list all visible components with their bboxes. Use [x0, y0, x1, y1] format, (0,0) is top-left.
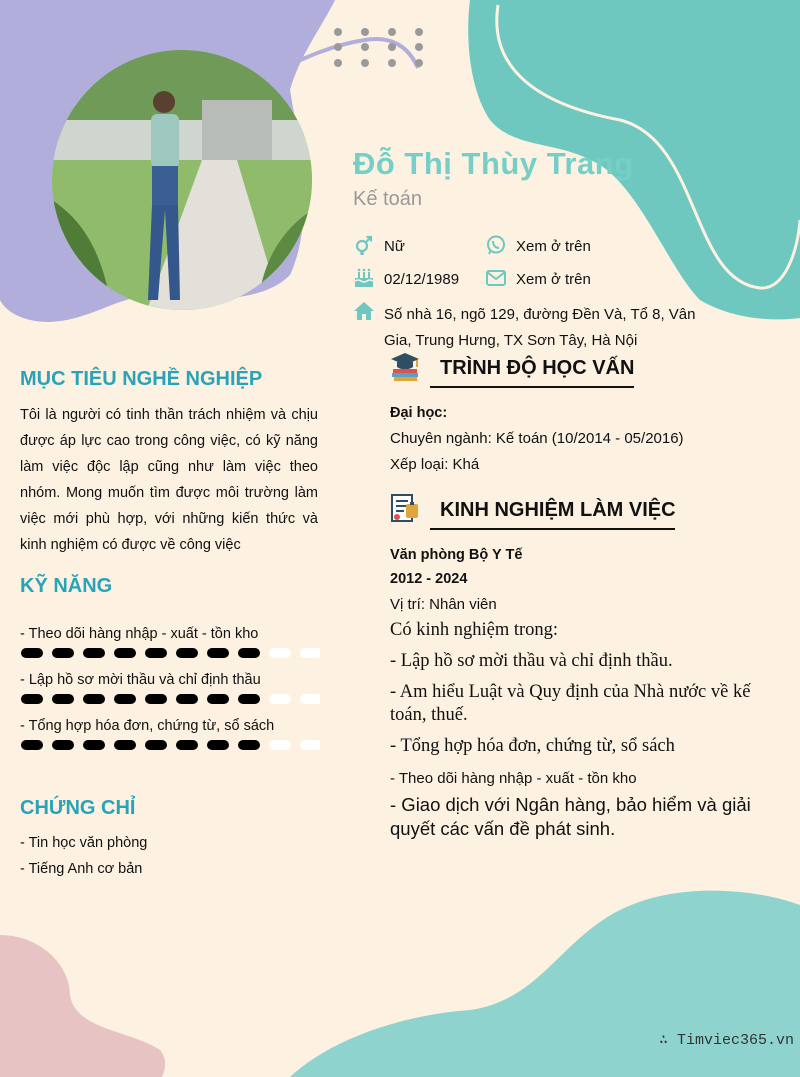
profile-photo [52, 50, 312, 310]
gender-icon [353, 234, 375, 256]
phone-icon [485, 234, 507, 256]
skill-segment-filled [238, 740, 260, 750]
gender-value: Nữ [384, 238, 405, 255]
experience-icon [389, 491, 421, 523]
education-major: Chuyên ngành: Kế toán (10/2014 - 05/2016) [390, 430, 684, 447]
experience-heading: KINH NGHIỆM LÀM VIỆC [440, 499, 676, 521]
experience-extra-item: - Giao dịch với Ngân hàng, bảo hiểm và giải quyết các vấn đề phát sinh. [390, 794, 751, 839]
home-icon [353, 300, 375, 322]
address-value: Số nhà 16, ngõ 129, đường Đền Và, Tổ 8, Vân Gia, Trung Hưng, TX Sơn Tây, Hà Nội [384, 306, 696, 349]
skill-segment-filled [21, 648, 43, 658]
skill-segment-empty [300, 740, 320, 750]
skill-segment-filled [238, 694, 260, 704]
skill-segment-filled [83, 694, 105, 704]
job-title: Kế toán [353, 188, 422, 210]
education-level: Đại học: [390, 405, 448, 421]
email-icon [485, 267, 507, 289]
education-grade: Xếp loại: Khá [390, 456, 480, 473]
skills-heading: KỸ NĂNG [20, 575, 113, 597]
skill-label: - Lập hồ sơ mời thầu và chỉ định thầu [20, 672, 261, 688]
skill-segment-empty [300, 648, 320, 658]
education-heading: TRÌNH ĐỘ HỌC VẤN [440, 357, 635, 379]
skill-segment-filled [52, 694, 74, 704]
skill-segment-filled [176, 694, 198, 704]
skill-level-bar [20, 693, 320, 705]
skill-segment-filled [83, 740, 105, 750]
skill-segment-filled [21, 740, 43, 750]
skill-segment-filled [83, 648, 105, 658]
skill-segment-filled [207, 694, 229, 704]
experience-period: 2012 - 2024 [390, 571, 468, 587]
skill-segment-empty [269, 648, 291, 658]
skill-segment-filled [176, 740, 198, 750]
experience-position: Vị trí: Nhân viên [390, 596, 497, 613]
skill-label: - Theo dõi hàng nhập - xuất - tồn kho [20, 626, 259, 642]
objective-heading: MỤC TIÊU NGHỀ NGHIỆP [20, 368, 263, 390]
skill-segment-filled [114, 694, 136, 704]
skill-segment-filled [207, 648, 229, 658]
experience-company: Văn phòng Bộ Y Tế [390, 547, 523, 563]
skill-segment-filled [114, 740, 136, 750]
phone-value: Xem ở trên [516, 238, 591, 255]
skill-segment-empty [269, 694, 291, 704]
skill-level-bar [20, 739, 320, 751]
skill-segment-filled [176, 648, 198, 658]
birthday-value: 02/12/1989 [384, 271, 460, 288]
skill-segment-filled [52, 648, 74, 658]
skill-segment-filled [114, 648, 136, 658]
experience-heading-underline [430, 528, 675, 530]
pink-blob [0, 935, 165, 1077]
dot-grid [334, 28, 423, 67]
experience-item: - Am hiểu Luật và Quy định của Nhà nước về kế toán, thuế. [390, 682, 751, 725]
skill-segment-empty [300, 694, 320, 704]
experience-item: - Tổng hợp hóa đơn, chứng từ, sổ sách [390, 736, 675, 756]
skill-segment-empty [269, 740, 291, 750]
skill-segment-filled [21, 694, 43, 704]
certificate-item: - Tiếng Anh cơ bản [20, 861, 143, 877]
skill-segment-filled [145, 740, 167, 750]
skill-segment-filled [52, 740, 74, 750]
skill-segment-filled [238, 648, 260, 658]
skill-segment-filled [145, 694, 167, 704]
birthday-cake-icon [353, 267, 375, 289]
skill-segment-filled [207, 740, 229, 750]
experience-item: - Lập hồ sơ mời thầu và chỉ định thầu. [390, 651, 673, 671]
teal-blob-bottom [290, 891, 800, 1077]
certificates-heading: CHỨNG CHỈ [20, 797, 136, 819]
skill-label: - Tổng hợp hóa đơn, chứng từ, sổ sách [20, 718, 275, 734]
certificate-item: - Tin học văn phòng [20, 835, 148, 851]
skill-segment-filled [145, 648, 167, 658]
experience-extra-item: - Theo dõi hàng nhập - xuất - tồn kho [390, 770, 637, 787]
email-value: Xem ở trên [516, 271, 591, 288]
full-name: Đỗ Thị Thùy Trang [353, 146, 634, 181]
skill-level-bar [20, 647, 320, 659]
graduation-icon [389, 350, 421, 382]
objective-text: Tôi là người có tinh thần trách nhiệm và chịu được áp lực cao trong công việc, có kỹ năng làm việc độc lập cũng như làm việc theo nhóm. Mong muốn tìm được môi trường làm việc mới phù hợp, với những kiến thức và kinh nghiệm có được về công việc [20, 407, 318, 553]
education-heading-underline [430, 386, 634, 388]
experience-intro: Có kinh nghiệm trong: [390, 620, 559, 640]
footer-brand: ∴ Timviec365.vn [658, 1032, 794, 1049]
